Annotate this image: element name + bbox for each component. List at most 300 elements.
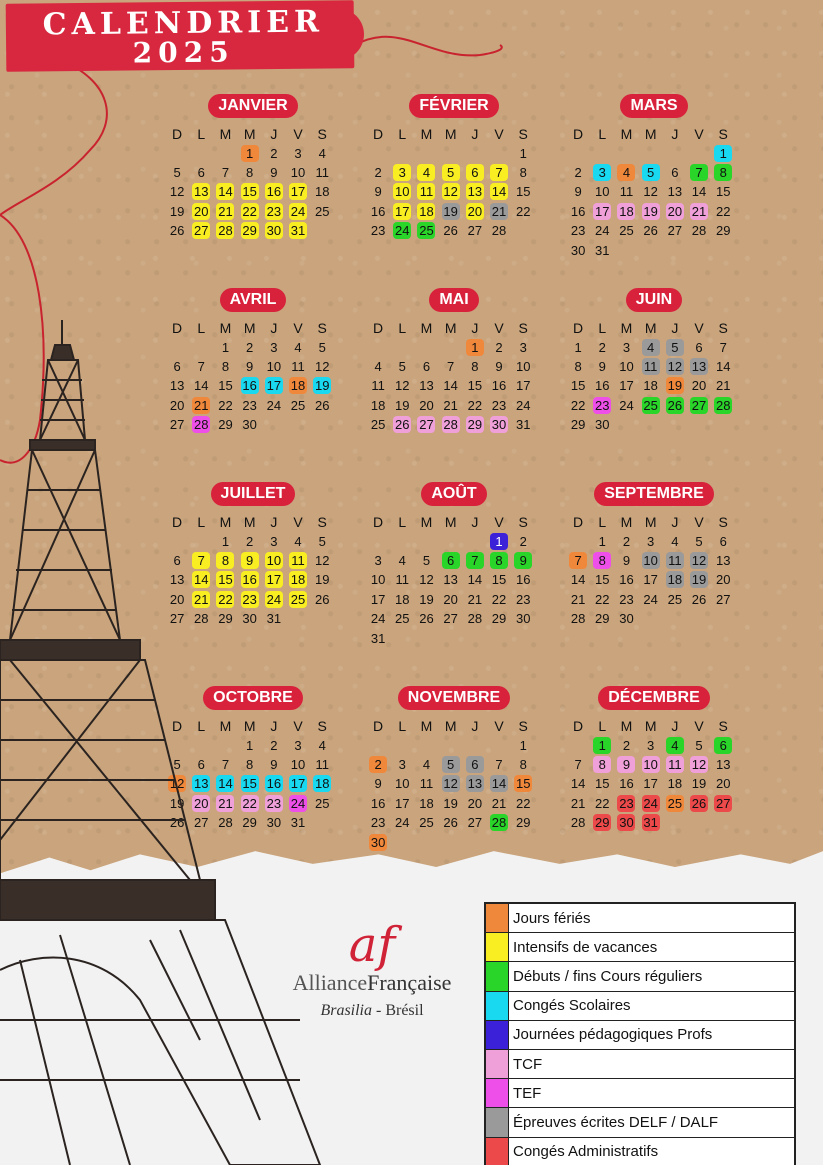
day-cell (590, 202, 614, 221)
day-number: 2 (574, 164, 582, 180)
day-cell (566, 590, 590, 609)
day-cell (511, 531, 535, 550)
day-number: 8 (246, 756, 254, 772)
day-cell (663, 163, 687, 182)
day-number: 15 (595, 776, 610, 792)
day-number: 30 (619, 815, 634, 831)
day-cell (366, 415, 390, 434)
day-number: 16 (242, 378, 257, 394)
empty-day-cell (463, 143, 487, 162)
day-number: 18 (419, 203, 434, 219)
day-number: 20 (715, 776, 731, 792)
day-number: 11 (291, 358, 305, 374)
empty-day-cell (439, 143, 463, 162)
day-number: 30 (595, 417, 610, 433)
day-number: 20 (169, 397, 185, 413)
day-cell (663, 570, 687, 589)
weekday-header: J (471, 513, 479, 530)
day-cell (711, 794, 735, 813)
day-cell (238, 221, 262, 240)
day-cell (189, 163, 213, 182)
day-cell (310, 143, 334, 162)
day-number: 18 (643, 378, 658, 394)
day-number: 8 (471, 358, 479, 374)
day-cell (711, 774, 735, 793)
day-cell (614, 531, 638, 550)
legend-label: Épreuves écrites DELF / DALF (513, 1113, 719, 1131)
day-number: 7 (466, 552, 484, 569)
weekday-header: V (694, 513, 704, 530)
day-number: 28 (194, 417, 209, 433)
day-number: 15 (242, 184, 257, 200)
day-number: 23 (370, 815, 386, 831)
day-cell (238, 143, 262, 162)
day-number: 25 (643, 397, 658, 413)
day-number: 2 (246, 339, 254, 355)
day-number: 9 (270, 164, 278, 180)
day-number: 28 (570, 611, 586, 627)
day-cell (663, 337, 687, 356)
day-cell (439, 163, 463, 182)
legend-swatch (486, 1138, 509, 1165)
day-number: 5 (422, 552, 431, 568)
day-number: 15 (218, 572, 233, 588)
day-cell (366, 396, 390, 415)
day-number: 11 (419, 776, 434, 792)
day-cell (439, 813, 463, 832)
day-number: 29 (515, 815, 531, 831)
day-number: 15 (595, 572, 610, 588)
logo-name-part1: Alliance (292, 970, 368, 995)
day-number: 28 (491, 815, 507, 831)
day-number: 30 (515, 611, 531, 627)
day-number: 6 (671, 164, 679, 180)
day-number: 21 (570, 591, 586, 607)
day-cell (566, 221, 590, 240)
weekday-header: J (270, 319, 278, 336)
day-number: 15 (491, 572, 507, 588)
day-cell (463, 590, 487, 609)
day-cell (663, 531, 687, 550)
day-cell (614, 755, 638, 774)
eiffel-tower-illustration (0, 320, 330, 1165)
day-number: 22 (218, 397, 233, 413)
day-cell (566, 609, 590, 628)
day-cell (487, 376, 511, 395)
day-cell (687, 551, 711, 570)
day-number: 30 (266, 815, 282, 831)
day-number: 8 (216, 552, 234, 569)
legend-row (486, 992, 794, 1021)
logo-name (282, 970, 462, 996)
day-number: 3 (294, 145, 302, 161)
af-monogram: af (348, 917, 396, 973)
day-number: 8 (490, 552, 508, 569)
day-number: 17 (290, 184, 306, 200)
day-cell (614, 376, 638, 395)
day-number: 19 (395, 397, 410, 413)
day-number: 21 (218, 795, 233, 811)
day-number: 13 (419, 378, 434, 394)
day-cell (711, 182, 735, 201)
day-cell (262, 143, 286, 162)
day-cell (463, 609, 487, 628)
day-cell (511, 415, 535, 434)
empty-day-cell (366, 531, 390, 550)
day-number: 20 (467, 203, 483, 219)
day-number: 10 (370, 572, 386, 588)
day-cell (511, 609, 535, 628)
day-number: 15 (570, 378, 586, 394)
day-number: 16 (491, 378, 507, 394)
title-year: 2025 (132, 35, 235, 70)
day-cell (566, 202, 590, 221)
day-cell (663, 396, 687, 415)
weekday-header: J (671, 125, 679, 142)
legend-label: Débuts / fins Cours réguliers (513, 967, 703, 985)
day-cell (366, 570, 390, 589)
day-number: 5 (442, 164, 460, 181)
day-number: 11 (315, 756, 329, 772)
day-number: 16 (370, 203, 386, 219)
day-cell (590, 182, 614, 201)
day-cell (511, 551, 535, 570)
legend-row (486, 1108, 794, 1137)
day-number: 6 (695, 339, 703, 355)
day-number: 20 (715, 572, 731, 588)
day-number: 1 (241, 145, 259, 162)
day-number: 23 (242, 591, 257, 607)
day-number: 26 (691, 795, 707, 811)
legend-swatch (486, 1108, 509, 1136)
empty-day-cell (639, 143, 663, 162)
day-cell (663, 590, 687, 609)
day-cell (366, 376, 390, 395)
day-cell (366, 755, 390, 774)
weekday-header: V (694, 717, 704, 734)
day-number: 5 (695, 737, 703, 753)
weekday-header: D (172, 717, 183, 734)
month-name-badge: AOÛT (421, 482, 486, 506)
day-number: 4 (417, 164, 435, 181)
day-number: 8 (246, 164, 254, 180)
day-number: 12 (691, 552, 707, 568)
day-cell (414, 357, 438, 376)
day-cell (614, 794, 638, 813)
day-number: 24 (643, 795, 658, 811)
day-number: 23 (619, 591, 634, 607)
day-number: 4 (374, 358, 382, 374)
weekday-header: D (573, 513, 584, 530)
weekday-header: M (420, 125, 433, 142)
day-cell (566, 163, 590, 182)
empty-day-cell (414, 735, 438, 754)
weekday-header: L (197, 513, 206, 530)
day-cell (687, 774, 711, 793)
day-number: 12 (443, 184, 458, 200)
day-number: 11 (619, 184, 634, 200)
day-number: 4 (617, 164, 635, 181)
month-day-grid (366, 124, 542, 240)
day-cell (238, 182, 262, 201)
month-name-badge: JUIN (626, 288, 682, 312)
day-number: 29 (242, 815, 257, 831)
day-number: 9 (241, 552, 259, 569)
legend-swatch (486, 933, 509, 961)
day-cell (614, 182, 638, 201)
weekday-header: V (494, 717, 504, 734)
day-number: 17 (266, 378, 282, 394)
day-cell (487, 774, 511, 793)
empty-day-cell (566, 531, 590, 550)
day-cell (390, 590, 414, 609)
legend-label: TEF (513, 1084, 542, 1102)
day-number: 26 (443, 223, 458, 239)
day-number: 1 (598, 533, 606, 549)
day-cell (614, 357, 638, 376)
day-number: 24 (515, 397, 531, 413)
day-number: 5 (695, 533, 703, 549)
day-number: 2 (374, 164, 382, 180)
day-cell (463, 376, 487, 395)
day-number: 3 (374, 552, 382, 568)
day-number: 22 (595, 795, 610, 811)
day-cell (366, 202, 390, 221)
day-cell (487, 221, 511, 240)
day-number: 21 (218, 203, 233, 219)
day-number: 12 (395, 378, 410, 394)
day-number: 31 (266, 611, 282, 627)
day-number: 28 (691, 223, 707, 239)
day-number: 3 (294, 737, 302, 753)
day-number: 26 (691, 591, 707, 607)
day-cell (614, 570, 638, 589)
month-calendar (566, 482, 742, 628)
weekday-header: D (573, 717, 584, 734)
day-number: 24 (395, 223, 410, 239)
day-cell (414, 590, 438, 609)
day-number: 29 (570, 417, 586, 433)
day-cell (687, 570, 711, 589)
weekday-header: M (620, 125, 633, 142)
month-day-grid (165, 124, 341, 240)
day-cell (165, 202, 189, 221)
day-cell (414, 813, 438, 832)
day-cell (590, 415, 614, 434)
weekday-header: S (317, 717, 327, 734)
day-number: 13 (715, 756, 731, 772)
day-number: 10 (643, 552, 658, 568)
day-cell (614, 396, 638, 415)
logo-country: Brésil (385, 1002, 424, 1019)
day-cell (687, 590, 711, 609)
weekday-header: V (494, 319, 504, 336)
day-cell (663, 794, 687, 813)
weekday-header: S (518, 513, 528, 530)
day-cell (487, 163, 511, 182)
day-cell (639, 774, 663, 793)
day-number: 3 (647, 533, 655, 549)
day-cell (566, 357, 590, 376)
day-cell (487, 813, 511, 832)
day-number: 29 (715, 223, 731, 239)
day-cell (414, 376, 438, 395)
weekday-header: M (620, 513, 633, 530)
weekday-header: M (420, 513, 433, 530)
weekday-header: V (293, 125, 303, 142)
day-cell (463, 794, 487, 813)
day-number: 3 (393, 164, 411, 181)
day-number: 21 (570, 795, 586, 811)
day-number: 27 (715, 795, 731, 811)
day-number: 9 (574, 184, 582, 200)
day-cell (511, 396, 535, 415)
day-number: 7 (690, 164, 708, 181)
month-day-grid (566, 716, 742, 832)
day-number: 20 (667, 203, 683, 219)
day-cell (213, 221, 237, 240)
day-number: 16 (619, 572, 634, 588)
day-number: 16 (619, 776, 634, 792)
weekday-header: S (518, 319, 528, 336)
day-number: 31 (290, 223, 306, 239)
month-calendar (366, 686, 542, 852)
day-cell (590, 531, 614, 550)
day-number: 23 (242, 397, 257, 413)
day-cell (711, 337, 735, 356)
day-number: 20 (467, 795, 483, 811)
day-number: 3 (270, 533, 278, 549)
day-cell (189, 202, 213, 221)
month-name-badge: MAI (429, 288, 478, 312)
day-number: 1 (714, 145, 732, 162)
day-number: 11 (289, 552, 307, 569)
day-number: 26 (443, 815, 458, 831)
day-number: 5 (318, 339, 326, 355)
day-number: 6 (173, 552, 181, 568)
day-number: 26 (314, 591, 330, 607)
month-name-badge: JANVIER (208, 94, 297, 118)
day-cell (590, 221, 614, 240)
day-cell (687, 376, 711, 395)
day-cell (463, 202, 487, 221)
day-number: 13 (443, 572, 458, 588)
day-number: 12 (314, 358, 330, 374)
day-number: 16 (242, 572, 257, 588)
empty-day-cell (566, 735, 590, 754)
weekday-header: M (219, 319, 232, 336)
day-number: 17 (643, 776, 658, 792)
day-number: 31 (290, 815, 306, 831)
day-cell (165, 182, 189, 201)
day-cell (487, 551, 511, 570)
day-number: 9 (617, 756, 635, 773)
empty-day-cell (390, 735, 414, 754)
weekday-header: L (398, 125, 407, 142)
weekday-header: D (373, 717, 384, 734)
day-cell (310, 202, 334, 221)
day-number: 2 (519, 533, 527, 549)
day-cell (687, 221, 711, 240)
legend-row (486, 1021, 794, 1050)
day-cell (286, 221, 310, 240)
day-number: 13 (715, 552, 731, 568)
day-number: 4 (294, 533, 302, 549)
day-cell (639, 337, 663, 356)
day-cell (687, 357, 711, 376)
day-number: 23 (515, 591, 531, 607)
day-number: 27 (467, 223, 483, 239)
legend-swatch (486, 904, 509, 932)
day-cell (439, 570, 463, 589)
day-number: 9 (246, 358, 254, 374)
day-cell (439, 182, 463, 201)
month-calendar (566, 94, 742, 260)
day-cell (414, 774, 438, 793)
legend-swatch (486, 1050, 509, 1078)
day-cell (566, 551, 590, 570)
day-number: 29 (218, 417, 233, 433)
day-cell (390, 813, 414, 832)
day-cell (439, 396, 463, 415)
day-cell (439, 551, 463, 570)
day-number: 22 (242, 203, 257, 219)
day-number: 13 (467, 184, 483, 200)
empty-day-cell (390, 337, 414, 356)
weekday-header: D (172, 319, 183, 336)
weekday-header: D (373, 125, 384, 142)
month-calendar (366, 288, 542, 434)
day-number: 1 (246, 737, 254, 753)
day-number: 23 (570, 223, 586, 239)
day-number: 17 (395, 795, 410, 811)
day-number: 10 (643, 756, 658, 772)
day-number: 27 (691, 397, 707, 413)
day-cell (366, 163, 390, 182)
day-cell (639, 735, 663, 754)
day-number: 16 (266, 776, 282, 792)
day-cell (390, 396, 414, 415)
day-number: 2 (246, 533, 254, 549)
day-number: 17 (370, 591, 386, 607)
day-cell (262, 221, 286, 240)
day-number: 14 (218, 184, 233, 200)
weekday-header: L (398, 717, 407, 734)
month-day-grid (566, 124, 742, 260)
day-cell (390, 551, 414, 570)
day-number: 10 (515, 358, 531, 374)
day-number: 18 (619, 203, 634, 219)
day-number: 24 (290, 795, 306, 811)
day-number: 7 (495, 756, 503, 772)
day-number: 2 (622, 737, 631, 753)
day-cell (711, 221, 735, 240)
day-number: 22 (491, 591, 507, 607)
weekday-header: M (420, 319, 433, 336)
day-number: 12 (443, 776, 458, 792)
day-number: 24 (266, 591, 282, 607)
day-number: 29 (218, 611, 233, 627)
day-cell (590, 570, 614, 589)
day-cell (711, 570, 735, 589)
day-cell (639, 813, 663, 832)
day-number: 3 (519, 339, 527, 355)
day-number: 30 (619, 611, 634, 627)
day-number: 13 (194, 184, 209, 200)
legend-swatch (486, 992, 509, 1020)
day-cell (511, 202, 535, 221)
day-number: 14 (194, 572, 209, 588)
